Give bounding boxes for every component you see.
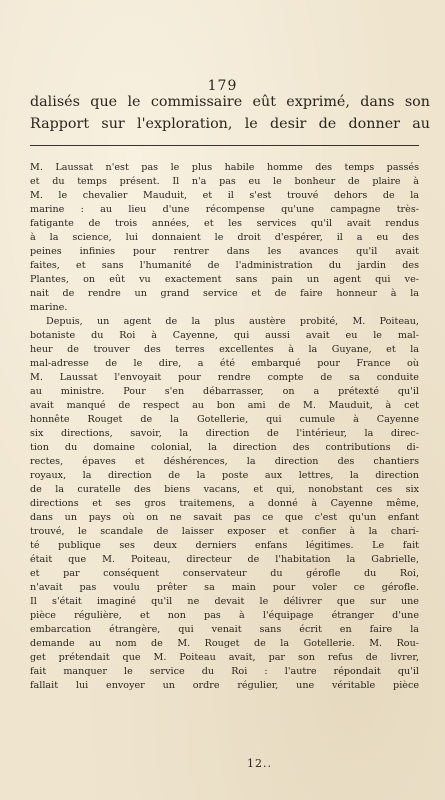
heading-line: dalisés que le commissaire eût exprimé, dans son bbox=[30, 94, 430, 110]
footnote-separator-rule bbox=[30, 145, 419, 146]
footnote-line: nait de rendre un grand service et de faire honneur à la bbox=[30, 288, 419, 299]
footnote-line: honnête Rouget de la Gotellerie, qui cumule à Cayenne bbox=[30, 414, 419, 425]
footnote-line: n'avait pas voulu prêter sa main pour voler ce gérofle. bbox=[30, 582, 419, 593]
footnote-line: tion du domaine colonial, la direction des contributions di- bbox=[30, 442, 419, 453]
footnote-line: directions et ses gros traitemens, a donné à Cayenne même, bbox=[30, 498, 419, 509]
footnote-line: et du temps présent. Il n'a pas eu le bonheur de plaire à bbox=[30, 176, 419, 187]
heading-line: Rapport sur l'exploration, le desir de donner au bbox=[30, 116, 430, 132]
footnote-line: Depuis, un agent de la plus austère probité, M. Poiteau, bbox=[46, 316, 419, 327]
footnote-line: M. Laussat n'est pas le plus habile homme des temps passés bbox=[30, 162, 419, 173]
footnote-line: embarcation étrangère, qui venait sans écrit en faire la bbox=[30, 624, 419, 635]
footnote-line: marine. bbox=[30, 302, 68, 313]
footnote-line: heur de trouver des terres excellentes à la Guyane, et la bbox=[30, 344, 419, 355]
footnote-line: royaux, la direction de la poste aux lettres, la direction bbox=[30, 470, 419, 481]
footnote-line: botaniste du Roi à Cayenne, qui aussi avait eu le mal- bbox=[30, 330, 419, 341]
footnote-line: mal-adresse de le dire, a été embarqué pour France où bbox=[30, 358, 419, 369]
footnote-line: M. le chevalier Mauduit, et il s'est trouvé dehors de la bbox=[30, 190, 419, 201]
footnote-line: peines infinies pour rentrer dans les avances qu'il avait bbox=[30, 246, 419, 257]
footnote-line: pièce régulière, et non pas à l'équipage étranger d'une bbox=[30, 610, 419, 621]
footnote-line: avait manqué de respect au bon ami de M. Mauduit, à cet bbox=[30, 400, 419, 411]
footnote-line: marine : au lieu d'une récompense qu'une campagne très- bbox=[30, 204, 419, 215]
footnote-line: fallait lui envoyer un ordre régulier, une véritable pièce bbox=[30, 680, 419, 691]
footnote-line: six directions, savoir, la direction de l'intérieur, la direc- bbox=[30, 428, 419, 439]
footnote-line: fatigante de trois années, et les services qu'il avait rendus bbox=[30, 218, 419, 229]
footnote-line: demande au nom de M. Rouget de la Gotellerie. M. Rou- bbox=[30, 638, 419, 649]
footnote-line: était que M. Poiteau, directeur de l'habitation la Gabrielle, bbox=[30, 554, 419, 565]
footnote-line: té publique ses deux derniers enfans légitimes. Le fait bbox=[30, 540, 419, 551]
footnote-line: fait manquer le service du Roi : l'autre répondait qu'il bbox=[30, 666, 419, 677]
footnote-line: à la science, lui donnaient le droit d'espérer, il a eu des bbox=[30, 232, 419, 243]
footnote-line: au ministre. Pour s'en débarrasser, on a prétexté qu'il bbox=[30, 386, 419, 397]
footnote-line: dans un pays où on ne savait pas ce que c'est qu'un enfant bbox=[30, 512, 419, 523]
footnote-line: et par conséquent conservateur du gérofle du Roi, bbox=[30, 568, 419, 579]
footnote-line: M. Laussat l'envoyait pour rendre compte de sa conduite bbox=[30, 372, 419, 383]
page-number: 179 bbox=[207, 78, 238, 94]
footnote-line: Plantes, on eût vu exactement sans pain un agent qui ve- bbox=[30, 274, 419, 285]
footnote-line: rectes, épaves et déshérences, la direction des chantiers bbox=[30, 456, 419, 467]
footnote-line: faites, et sans l'humanité de l'administration du jardin des bbox=[30, 260, 419, 271]
footnote-line: trouvé, le scandale de laisser exposer et confier à la chari- bbox=[30, 526, 419, 537]
footnote-line: get prétendait que M. Poiteau avait, par son refus de livrer, bbox=[30, 652, 419, 663]
footnote-line: Il s'était imaginé qu'il ne devait le délivrer que sur une bbox=[30, 596, 419, 607]
printer-signature-mark: 12.. bbox=[247, 757, 272, 770]
footnote-line: de la curatelle des biens vacans, et qui, nonobstant ces six bbox=[30, 484, 419, 495]
